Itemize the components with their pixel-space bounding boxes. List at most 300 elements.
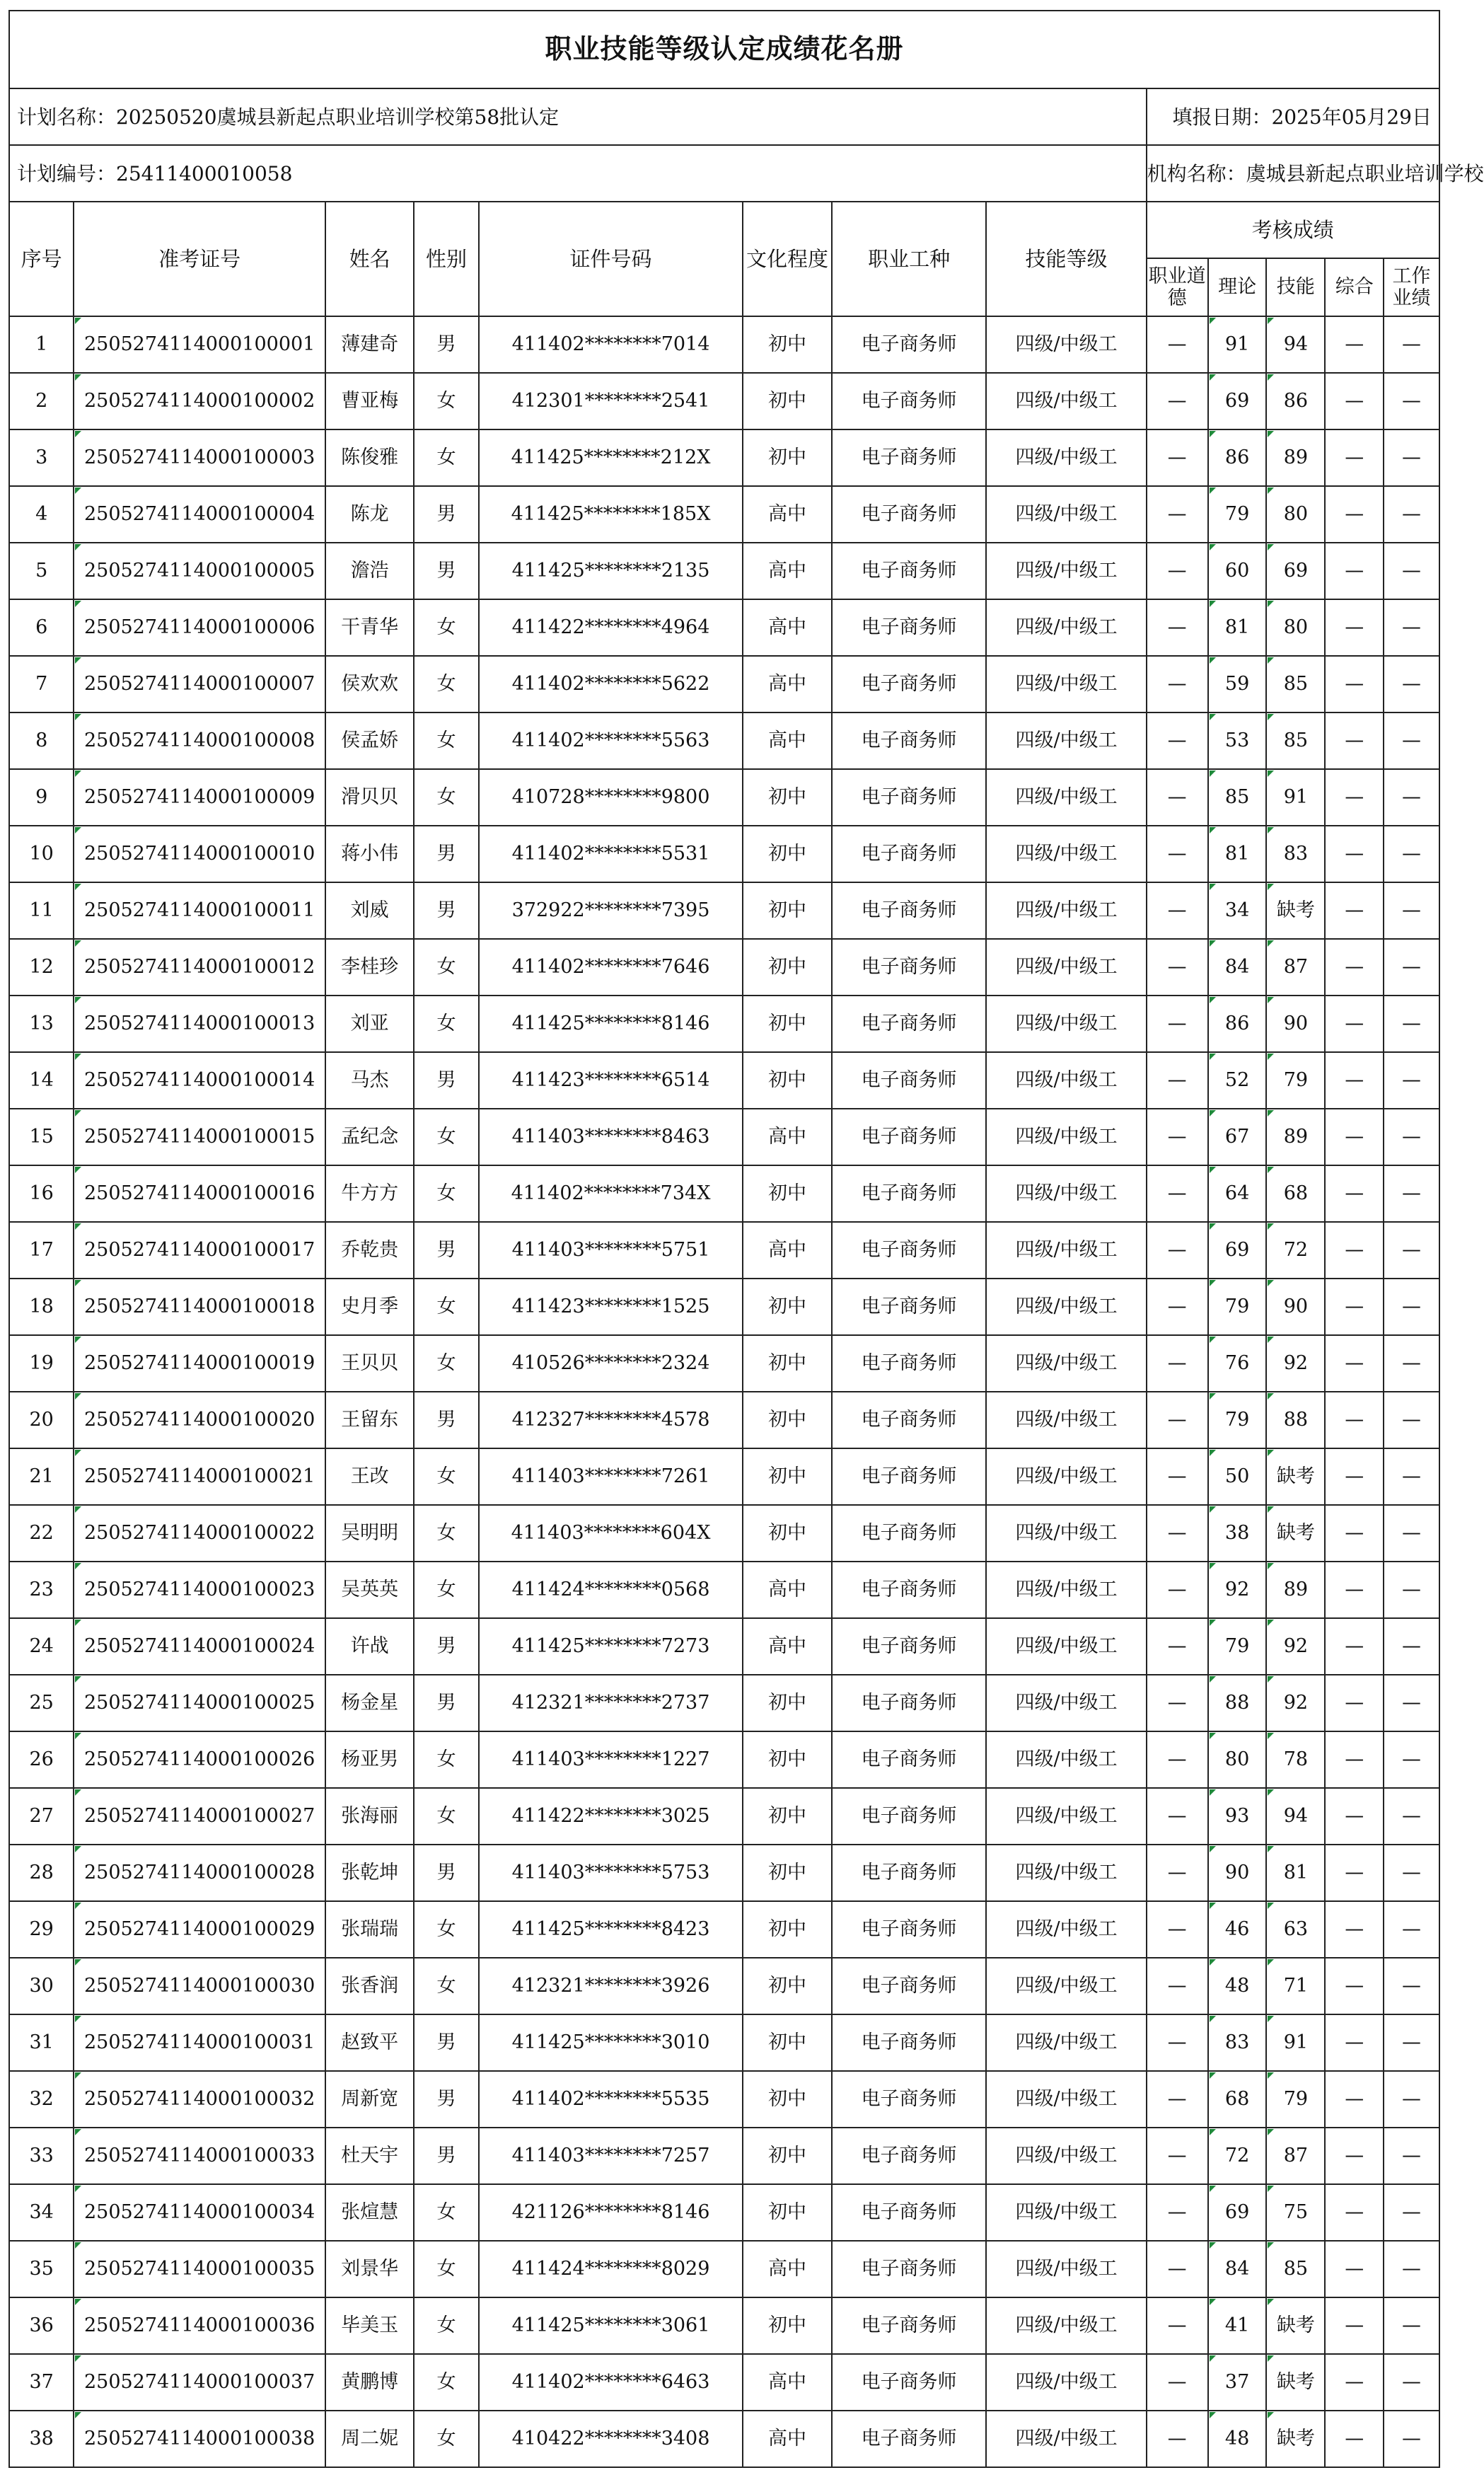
id-number-cell: 411425********3061	[479, 2297, 743, 2354]
seq-cell: 16	[9, 1165, 74, 1222]
table-row	[9, 543, 1439, 599]
col-header-ethics: 职业道德	[1147, 258, 1208, 316]
education-cell: 初中	[743, 373, 831, 429]
education-cell: 高中	[743, 1222, 831, 1279]
level-cell: 四级/中级工	[986, 1335, 1146, 1392]
theory-cell: 93	[1208, 1788, 1267, 1845]
level-cell: 四级/中级工	[986, 712, 1146, 769]
gender-cell: 男	[414, 1618, 478, 1675]
level-cell: 四级/中级工	[986, 882, 1146, 939]
ticket-cell: 2505274114000100025	[74, 1675, 325, 1731]
ticket-cell: 2505274114000100022	[74, 1505, 325, 1562]
work-cell: —	[1384, 1788, 1439, 1845]
gender-cell: 女	[414, 1165, 478, 1222]
level-cell: 四级/中级工	[986, 1901, 1146, 1958]
job-cell: 电子商务师	[832, 1901, 987, 1958]
table-row	[9, 2071, 1439, 2128]
skill-cell: 90	[1266, 996, 1325, 1052]
job-cell: 电子商务师	[832, 2184, 987, 2241]
name-cell: 张乾坤	[325, 1845, 414, 1901]
name-cell: 黄鹏博	[325, 2354, 414, 2411]
col-header-ticket: 准考证号	[74, 202, 325, 316]
seq-cell: 3	[9, 429, 74, 486]
theory-cell: 67	[1208, 1109, 1267, 1165]
table-row	[9, 1279, 1439, 1335]
education-cell: 初中	[743, 996, 831, 1052]
seq-cell: 35	[9, 2241, 74, 2297]
name-cell: 李桂珍	[325, 939, 414, 996]
ticket-cell: 2505274114000100027	[74, 1788, 325, 1845]
name-cell: 周二妮	[325, 2411, 414, 2467]
name-cell: 侯孟娇	[325, 712, 414, 769]
name-cell: 张瑞瑞	[325, 1901, 414, 1958]
level-cell: 四级/中级工	[986, 2184, 1146, 2241]
job-cell: 电子商务师	[832, 1392, 987, 1448]
ticket-cell: 2505274114000100021	[74, 1448, 325, 1505]
theory-cell: 37	[1208, 2354, 1267, 2411]
ethics-cell: —	[1147, 2241, 1208, 2297]
score-roster-table	[8, 10, 1484, 2468]
skill-cell: 79	[1266, 1052, 1325, 1109]
id-number-cell: 411422********4964	[479, 599, 743, 656]
ethics-cell: —	[1147, 1788, 1208, 1845]
table-row	[9, 826, 1439, 882]
id-number-cell: 411402********734X	[479, 1165, 743, 1222]
ethics-cell: —	[1147, 826, 1208, 882]
seq-cell: 37	[9, 2354, 74, 2411]
education-cell: 初中	[743, 2071, 831, 2128]
education-cell: 高中	[743, 2411, 831, 2467]
education-cell: 初中	[743, 1901, 831, 1958]
work-cell: —	[1384, 2241, 1439, 2297]
job-cell: 电子商务师	[832, 1845, 987, 1901]
theory-cell: 76	[1208, 1335, 1267, 1392]
skill-cell: 缺考	[1266, 2354, 1325, 2411]
id-number-cell: 372922********7395	[479, 882, 743, 939]
job-cell: 电子商务师	[832, 1222, 987, 1279]
overall-cell: —	[1325, 1279, 1384, 1335]
education-cell: 初中	[743, 1675, 831, 1731]
level-cell: 四级/中级工	[986, 2354, 1146, 2411]
col-header-work: 工作业绩	[1384, 258, 1439, 316]
name-cell: 王改	[325, 1448, 414, 1505]
id-number-cell: 411425********8423	[479, 1901, 743, 1958]
theory-cell: 72	[1208, 2128, 1267, 2184]
level-cell: 四级/中级工	[986, 1731, 1146, 1788]
id-number-cell: 411424********8029	[479, 2241, 743, 2297]
table-row	[9, 656, 1439, 712]
seq-cell: 17	[9, 1222, 74, 1279]
col-header-level: 技能等级	[986, 202, 1146, 316]
gender-cell: 男	[414, 543, 478, 599]
theory-cell: 79	[1208, 1618, 1267, 1675]
id-number-cell: 411425********2135	[479, 543, 743, 599]
overall-cell: —	[1325, 882, 1384, 939]
theory-cell: 79	[1208, 1279, 1267, 1335]
name-cell: 马杰	[325, 1052, 414, 1109]
level-cell: 四级/中级工	[986, 2297, 1146, 2354]
theory-cell: 92	[1208, 1562, 1267, 1618]
job-cell: 电子商务师	[832, 2411, 987, 2467]
ticket-cell: 2505274114000100024	[74, 1618, 325, 1675]
seq-cell: 32	[9, 2071, 74, 2128]
name-cell: 张煊慧	[325, 2184, 414, 2241]
overall-cell: —	[1325, 373, 1384, 429]
seq-cell: 19	[9, 1335, 74, 1392]
level-cell: 四级/中级工	[986, 599, 1146, 656]
skill-cell: 80	[1266, 486, 1325, 543]
education-cell: 高中	[743, 656, 831, 712]
skill-cell: 86	[1266, 373, 1325, 429]
work-cell: —	[1384, 2071, 1439, 2128]
table-row	[9, 2184, 1439, 2241]
skill-cell: 91	[1266, 769, 1325, 826]
seq-cell: 38	[9, 2411, 74, 2467]
col-header-id: 证件号码	[479, 202, 743, 316]
skill-cell: 68	[1266, 1165, 1325, 1222]
theory-cell: 81	[1208, 826, 1267, 882]
theory-cell: 50	[1208, 1448, 1267, 1505]
ticket-cell: 2505274114000100028	[74, 1845, 325, 1901]
job-cell: 电子商务师	[832, 1052, 987, 1109]
work-cell: —	[1384, 2014, 1439, 2071]
work-cell: —	[1384, 2411, 1439, 2467]
id-number-cell: 411424********0568	[479, 1562, 743, 1618]
work-cell: —	[1384, 1845, 1439, 1901]
table-row	[9, 1562, 1439, 1618]
job-cell: 电子商务师	[832, 1109, 987, 1165]
ticket-cell: 2505274114000100031	[74, 2014, 325, 2071]
gender-cell: 女	[414, 2297, 478, 2354]
overall-cell: —	[1325, 543, 1384, 599]
id-number-cell: 411402********7646	[479, 939, 743, 996]
gender-cell: 女	[414, 656, 478, 712]
job-cell: 电子商务师	[832, 1958, 987, 2014]
seq-cell: 7	[9, 656, 74, 712]
level-cell: 四级/中级工	[986, 769, 1146, 826]
level-cell: 四级/中级工	[986, 656, 1146, 712]
job-cell: 电子商务师	[832, 1788, 987, 1845]
col-header-job: 职业工种	[832, 202, 987, 316]
education-cell: 初中	[743, 1279, 831, 1335]
theory-cell: 38	[1208, 1505, 1267, 1562]
ethics-cell: —	[1147, 1562, 1208, 1618]
ticket-cell: 2505274114000100002	[74, 373, 325, 429]
level-cell: 四级/中级工	[986, 2071, 1146, 2128]
table-row	[9, 1052, 1439, 1109]
seq-cell: 29	[9, 1901, 74, 1958]
work-cell: —	[1384, 882, 1439, 939]
ethics-cell: —	[1147, 2014, 1208, 2071]
overall-cell: —	[1325, 1392, 1384, 1448]
level-cell: 四级/中级工	[986, 939, 1146, 996]
theory-cell: 46	[1208, 1901, 1267, 1958]
ethics-cell: —	[1147, 2128, 1208, 2184]
education-cell: 初中	[743, 429, 831, 486]
ticket-cell: 2505274114000100036	[74, 2297, 325, 2354]
gender-cell: 女	[414, 2184, 478, 2241]
ticket-cell: 2505274114000100023	[74, 1562, 325, 1618]
id-number-cell: 411425********3010	[479, 2014, 743, 2071]
education-cell: 初中	[743, 826, 831, 882]
name-cell: 毕美玉	[325, 2297, 414, 2354]
name-cell: 史月季	[325, 1279, 414, 1335]
gender-cell: 男	[414, 2071, 478, 2128]
overall-cell: —	[1325, 1958, 1384, 2014]
skill-cell: 78	[1266, 1731, 1325, 1788]
ticket-cell: 2505274114000100010	[74, 826, 325, 882]
id-number-cell: 411403********7257	[479, 2128, 743, 2184]
table-row	[9, 486, 1439, 543]
education-cell: 初中	[743, 882, 831, 939]
skill-cell: 缺考	[1266, 2411, 1325, 2467]
skill-cell: 79	[1266, 2071, 1325, 2128]
ticket-cell: 2505274114000100011	[74, 882, 325, 939]
seq-cell: 20	[9, 1392, 74, 1448]
theory-cell: 90	[1208, 1845, 1267, 1901]
work-cell: —	[1384, 1279, 1439, 1335]
skill-cell: 83	[1266, 826, 1325, 882]
table-row	[9, 1109, 1439, 1165]
ticket-cell: 2505274114000100008	[74, 712, 325, 769]
seq-cell: 4	[9, 486, 74, 543]
level-cell: 四级/中级工	[986, 2014, 1146, 2071]
seq-cell: 33	[9, 2128, 74, 2184]
ethics-cell: —	[1147, 2071, 1208, 2128]
id-number-cell: 412321********2737	[479, 1675, 743, 1731]
id-number-cell: 411402********7014	[479, 316, 743, 373]
name-cell: 乔乾贵	[325, 1222, 414, 1279]
seq-cell: 24	[9, 1618, 74, 1675]
seq-cell: 10	[9, 826, 74, 882]
gender-cell: 女	[414, 2241, 478, 2297]
level-cell: 四级/中级工	[986, 826, 1146, 882]
ethics-cell: —	[1147, 2297, 1208, 2354]
overall-cell: —	[1325, 1052, 1384, 1109]
table-row	[9, 1392, 1439, 1448]
seq-cell: 27	[9, 1788, 74, 1845]
name-cell: 张海丽	[325, 1788, 414, 1845]
work-cell: —	[1384, 826, 1439, 882]
gender-cell: 女	[414, 1335, 478, 1392]
job-cell: 电子商务师	[832, 2014, 987, 2071]
job-cell: 电子商务师	[832, 2297, 987, 2354]
gender-cell: 女	[414, 1109, 478, 1165]
job-cell: 电子商务师	[832, 1562, 987, 1618]
table-row	[9, 373, 1439, 429]
overall-cell: —	[1325, 939, 1384, 996]
overall-cell: —	[1325, 1731, 1384, 1788]
id-number-cell: 411403********604X	[479, 1505, 743, 1562]
level-cell: 四级/中级工	[986, 1618, 1146, 1675]
gender-cell: 女	[414, 1788, 478, 1845]
job-cell: 电子商务师	[832, 429, 987, 486]
work-cell: —	[1384, 1392, 1439, 1448]
job-cell: 电子商务师	[832, 826, 987, 882]
header-row	[9, 202, 1439, 258]
table-row	[9, 1448, 1439, 1505]
id-number-cell: 411425********185X	[479, 486, 743, 543]
name-cell: 吴明明	[325, 1505, 414, 1562]
name-cell: 曹亚梅	[325, 373, 414, 429]
ethics-cell: —	[1147, 1109, 1208, 1165]
col-header-name: 姓名	[325, 202, 414, 316]
work-cell: —	[1384, 712, 1439, 769]
table-row	[9, 1505, 1439, 1562]
ticket-cell: 2505274114000100017	[74, 1222, 325, 1279]
plan-name: 计划名称：20250520虞城县新起点职业培训学校第58批认定	[9, 88, 1147, 145]
table-row	[9, 769, 1439, 826]
overall-cell: —	[1325, 2128, 1384, 2184]
ticket-cell: 2505274114000100018	[74, 1279, 325, 1335]
table-row	[9, 2297, 1439, 2354]
table-row	[9, 1618, 1439, 1675]
ticket-cell: 2505274114000100007	[74, 656, 325, 712]
level-cell: 四级/中级工	[986, 1788, 1146, 1845]
education-cell: 初中	[743, 1788, 831, 1845]
education-cell: 初中	[743, 769, 831, 826]
skill-cell: 69	[1266, 543, 1325, 599]
id-number-cell: 411425********7273	[479, 1618, 743, 1675]
seq-cell: 8	[9, 712, 74, 769]
overall-cell: —	[1325, 1448, 1384, 1505]
seq-cell: 1	[9, 316, 74, 373]
overall-cell: —	[1325, 1505, 1384, 1562]
work-cell: —	[1384, 1505, 1439, 1562]
name-cell: 王留东	[325, 1392, 414, 1448]
gender-cell: 女	[414, 1958, 478, 2014]
ticket-cell: 2505274114000100009	[74, 769, 325, 826]
name-cell: 杨金星	[325, 1675, 414, 1731]
level-cell: 四级/中级工	[986, 543, 1146, 599]
gender-cell: 女	[414, 599, 478, 656]
gender-cell: 女	[414, 769, 478, 826]
table-row	[9, 882, 1439, 939]
ticket-cell: 2505274114000100016	[74, 1165, 325, 1222]
skill-cell: 63	[1266, 1901, 1325, 1958]
table-row	[9, 2411, 1439, 2467]
level-cell: 四级/中级工	[986, 373, 1146, 429]
job-cell: 电子商务师	[832, 656, 987, 712]
skill-cell: 92	[1266, 1618, 1325, 1675]
ethics-cell: —	[1147, 1052, 1208, 1109]
table-row	[9, 2241, 1439, 2297]
skill-cell: 90	[1266, 1279, 1325, 1335]
education-cell: 初中	[743, 1845, 831, 1901]
skill-cell: 87	[1266, 2128, 1325, 2184]
name-cell: 澹浩	[325, 543, 414, 599]
name-cell: 王贝贝	[325, 1335, 414, 1392]
job-cell: 电子商务师	[832, 599, 987, 656]
theory-cell: 59	[1208, 656, 1267, 712]
id-number-cell: 411402********5531	[479, 826, 743, 882]
seq-cell: 23	[9, 1562, 74, 1618]
ethics-cell: —	[1147, 2184, 1208, 2241]
id-number-cell: 412321********3926	[479, 1958, 743, 2014]
report-date: 填报日期：2025年05月29日	[1147, 88, 1439, 145]
theory-cell: 86	[1208, 996, 1267, 1052]
job-cell: 电子商务师	[832, 543, 987, 599]
skill-cell: 94	[1266, 1788, 1325, 1845]
ethics-cell: —	[1147, 486, 1208, 543]
work-cell: —	[1384, 2128, 1439, 2184]
ethics-cell: —	[1147, 1335, 1208, 1392]
overall-cell: —	[1325, 1845, 1384, 1901]
table-row	[9, 1901, 1439, 1958]
job-cell: 电子商务师	[832, 316, 987, 373]
id-number-cell: 411402********6463	[479, 2354, 743, 2411]
work-cell: —	[1384, 769, 1439, 826]
ethics-cell: —	[1147, 1392, 1208, 1448]
ethics-cell: —	[1147, 1618, 1208, 1675]
seq-cell: 31	[9, 2014, 74, 2071]
table-row	[9, 2128, 1439, 2184]
work-cell: —	[1384, 1958, 1439, 2014]
theory-cell: 52	[1208, 1052, 1267, 1109]
overall-cell: —	[1325, 2241, 1384, 2297]
ethics-cell: —	[1147, 543, 1208, 599]
skill-cell: 75	[1266, 2184, 1325, 2241]
table-row	[9, 1222, 1439, 1279]
id-number-cell: 411423********6514	[479, 1052, 743, 1109]
skill-cell: 71	[1266, 1958, 1325, 2014]
name-cell: 刘景华	[325, 2241, 414, 2297]
overall-cell: —	[1325, 1222, 1384, 1279]
overall-cell: —	[1325, 2297, 1384, 2354]
gender-cell: 女	[414, 2354, 478, 2411]
ticket-cell: 2505274114000100026	[74, 1731, 325, 1788]
education-cell: 初中	[743, 1731, 831, 1788]
job-cell: 电子商务师	[832, 1448, 987, 1505]
ethics-cell: —	[1147, 712, 1208, 769]
skill-cell: 88	[1266, 1392, 1325, 1448]
plan-number: 计划编号：25411400010058	[9, 145, 1147, 202]
ethics-cell: —	[1147, 1675, 1208, 1731]
overall-cell: —	[1325, 1165, 1384, 1222]
overall-cell: —	[1325, 996, 1384, 1052]
name-cell: 牛方方	[325, 1165, 414, 1222]
gender-cell: 女	[414, 996, 478, 1052]
id-number-cell: 412327********4578	[479, 1392, 743, 1448]
id-number-cell: 411403********5751	[479, 1222, 743, 1279]
job-cell: 电子商务师	[832, 2241, 987, 2297]
overall-cell: —	[1325, 2184, 1384, 2241]
table-row	[9, 316, 1439, 373]
skill-cell: 缺考	[1266, 2297, 1325, 2354]
job-cell: 电子商务师	[832, 373, 987, 429]
ethics-cell: —	[1147, 599, 1208, 656]
table-row	[9, 1731, 1439, 1788]
overall-cell: —	[1325, 769, 1384, 826]
level-cell: 四级/中级工	[986, 2128, 1146, 2184]
level-cell: 四级/中级工	[986, 486, 1146, 543]
level-cell: 四级/中级工	[986, 429, 1146, 486]
id-number-cell: 411403********5753	[479, 1845, 743, 1901]
education-cell: 初中	[743, 2184, 831, 2241]
education-cell: 高中	[743, 712, 831, 769]
ethics-cell: —	[1147, 1845, 1208, 1901]
level-cell: 四级/中级工	[986, 1448, 1146, 1505]
ethics-cell: —	[1147, 316, 1208, 373]
ethics-cell: —	[1147, 1279, 1208, 1335]
skill-cell: 89	[1266, 1562, 1325, 1618]
ticket-cell: 2505274114000100020	[74, 1392, 325, 1448]
education-cell: 高中	[743, 486, 831, 543]
seq-cell: 21	[9, 1448, 74, 1505]
theory-cell: 69	[1208, 373, 1267, 429]
theory-cell: 69	[1208, 1222, 1267, 1279]
theory-cell: 48	[1208, 1958, 1267, 2014]
